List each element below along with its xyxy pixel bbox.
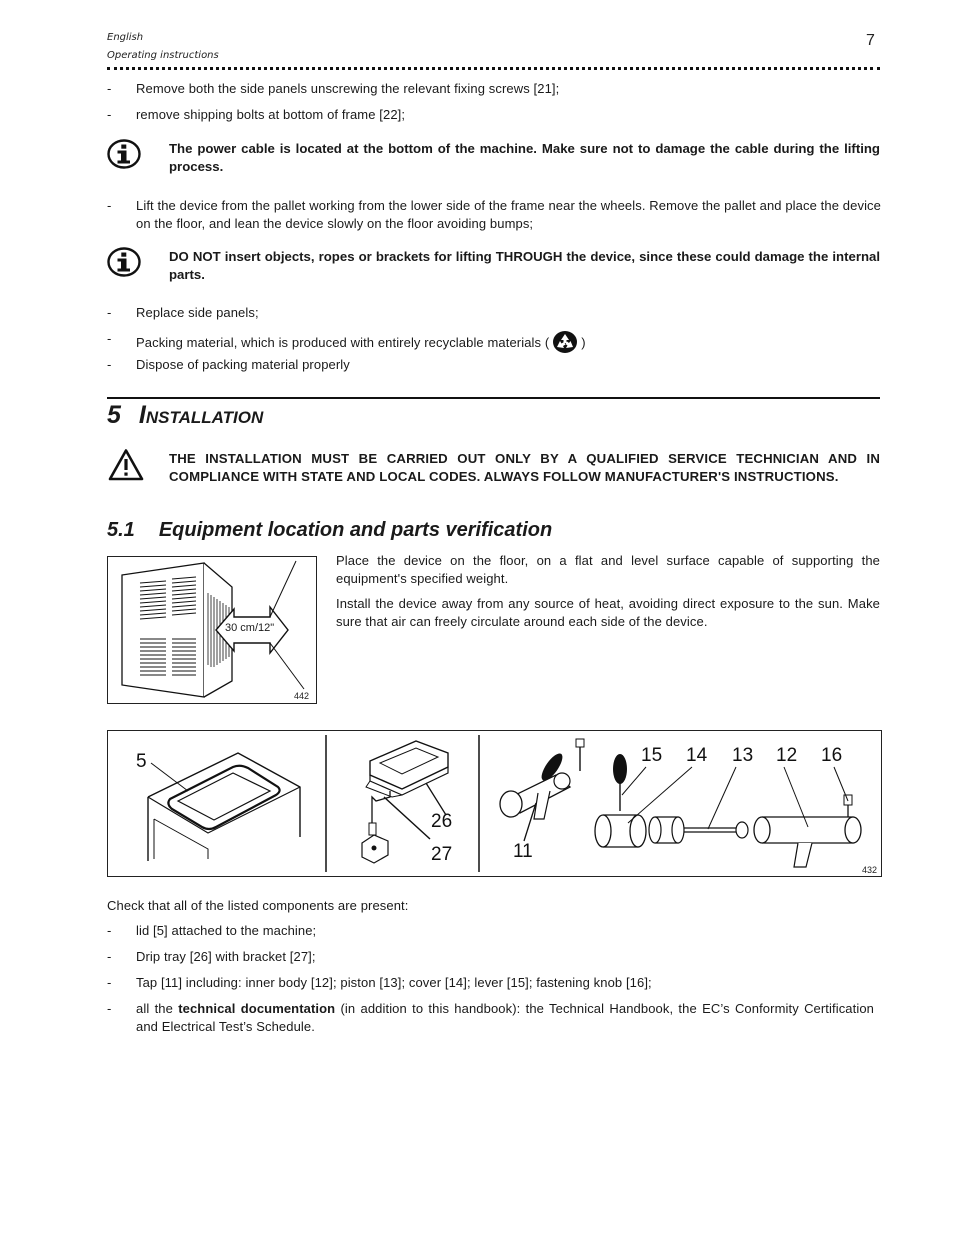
doc-text-start: all the	[136, 1001, 179, 1016]
list-item-text: Tap [11] including: inner body [12]; piston [13]; cover [14]; lever [15]; fastening knob [16];	[136, 975, 652, 990]
components-figure	[107, 730, 882, 877]
bullet-dash: -	[107, 107, 112, 122]
label-inner-body: 12	[776, 745, 798, 766]
label-piston: 13	[732, 745, 754, 766]
packing-text: Packing material, which is produced with entirely recyclable materials (	[136, 335, 550, 350]
location-paragraph: Install the device away from any source of heat, avoiding direct exposure to the sun. Make sure that air can freely circulate around each side of the device.	[336, 596, 880, 629]
note-lifting: DO NOT insert objects, ropes or brackets for lifting THROUGH the device, since these could damage the internal parts.	[169, 249, 880, 282]
bullet-dash: -	[107, 923, 112, 938]
list-item	[0, 1000, 954, 1040]
bullet-dash: -	[107, 357, 112, 372]
bullet-dash: -	[107, 81, 112, 96]
list-item-text: remove shipping bolts at bottom of frame [22];	[136, 107, 406, 122]
info-icon	[107, 247, 141, 277]
list-item	[0, 304, 954, 324]
components-illustration	[108, 731, 881, 876]
list-item-text: Replace side panels;	[136, 305, 259, 320]
list-item-text: Lift the device from the pallet working from the lower side of the frame near the wheels. Remove the pallet and place the device on the floor, and lean the device slowly on the floor avoiding bumps;	[136, 198, 881, 231]
list-item	[0, 80, 954, 100]
header-language: English	[107, 32, 144, 43]
list-item	[0, 106, 954, 126]
header-divider	[107, 67, 880, 70]
section-rule	[107, 397, 880, 399]
figure-number: 432	[862, 865, 878, 875]
subsection-title: Equipment location and parts verification	[158, 519, 553, 541]
bullet-dash: -	[107, 331, 112, 346]
packing-text-end: )	[581, 335, 586, 350]
section-number: 5	[107, 401, 121, 429]
label-tray: 26	[431, 811, 453, 832]
label-lid: 5	[136, 751, 147, 772]
clearance-figure	[107, 556, 317, 704]
label-knob: 16	[821, 745, 843, 766]
bullet-dash: -	[107, 1001, 112, 1016]
section-title-initial: I	[138, 401, 146, 429]
list-item	[0, 330, 954, 352]
doc-text-bold: technical documentation	[178, 1001, 336, 1016]
list-item-text	[136, 330, 586, 354]
note-power-cable: The power cable is located at the bottom of the machine. Make sure not to damage the cable during the lifting process.	[169, 141, 880, 174]
label-bracket: 27	[431, 844, 453, 865]
section-title-rest: NSTALLATION	[145, 408, 264, 427]
label-tap: 11	[513, 841, 533, 862]
warning-icon	[108, 448, 144, 481]
doc-text-end: (in addition to this handbook): the Technical Handbook, the EC’s Conformity Certification and Electrical Test’s Schedule.	[136, 1001, 875, 1034]
list-item	[0, 922, 954, 942]
subsection-number: 5.1	[107, 519, 135, 541]
section-heading	[107, 401, 263, 430]
list-item	[0, 197, 954, 237]
list-item	[0, 974, 954, 994]
list-item-text	[136, 1000, 874, 1036]
warning-text: THE INSTALLATION MUST BE CARRIED OUT ONLY BY A QUALIFIED SERVICE TECHNICIAN AND IN COMPLIANCE WITH STATE AND LOCAL CODES. ALWAYS FOLLOW MANUFACTURER'S INSTRUCTIONS.	[169, 451, 880, 484]
page-number: 7	[866, 32, 875, 49]
list-item	[0, 948, 954, 968]
location-paragraph: Place the device on the floor, on a flat and level surface capable of supporting the equipment's specified weight.	[336, 553, 880, 586]
clearance-illustration	[108, 557, 316, 703]
list-item-text: Drip tray [26] with bracket [27];	[136, 949, 316, 964]
check-intro: Check that all of the listed components are present:	[107, 898, 409, 913]
list-item-text: lid [5] attached to the machine;	[136, 923, 317, 938]
label-cover: 14	[686, 745, 708, 766]
bullet-dash: -	[107, 305, 112, 320]
label-lever: 15	[641, 745, 663, 766]
bullet-dash: -	[107, 198, 112, 213]
subsection-heading	[107, 519, 552, 542]
recycle-icon	[550, 330, 580, 354]
list-item	[0, 356, 954, 376]
bullet-dash: -	[107, 949, 112, 964]
list-item-text: Remove both the side panels unscrewing the relevant fixing screws [21];	[136, 81, 560, 96]
figure-number: 442	[294, 691, 310, 701]
clearance-label: 30 cm/12"	[225, 622, 275, 634]
header-subtitle: Operating instructions	[107, 50, 219, 61]
bullet-dash: -	[107, 975, 112, 990]
list-item-text: Dispose of packing material properly	[136, 357, 350, 372]
info-icon	[107, 139, 141, 169]
